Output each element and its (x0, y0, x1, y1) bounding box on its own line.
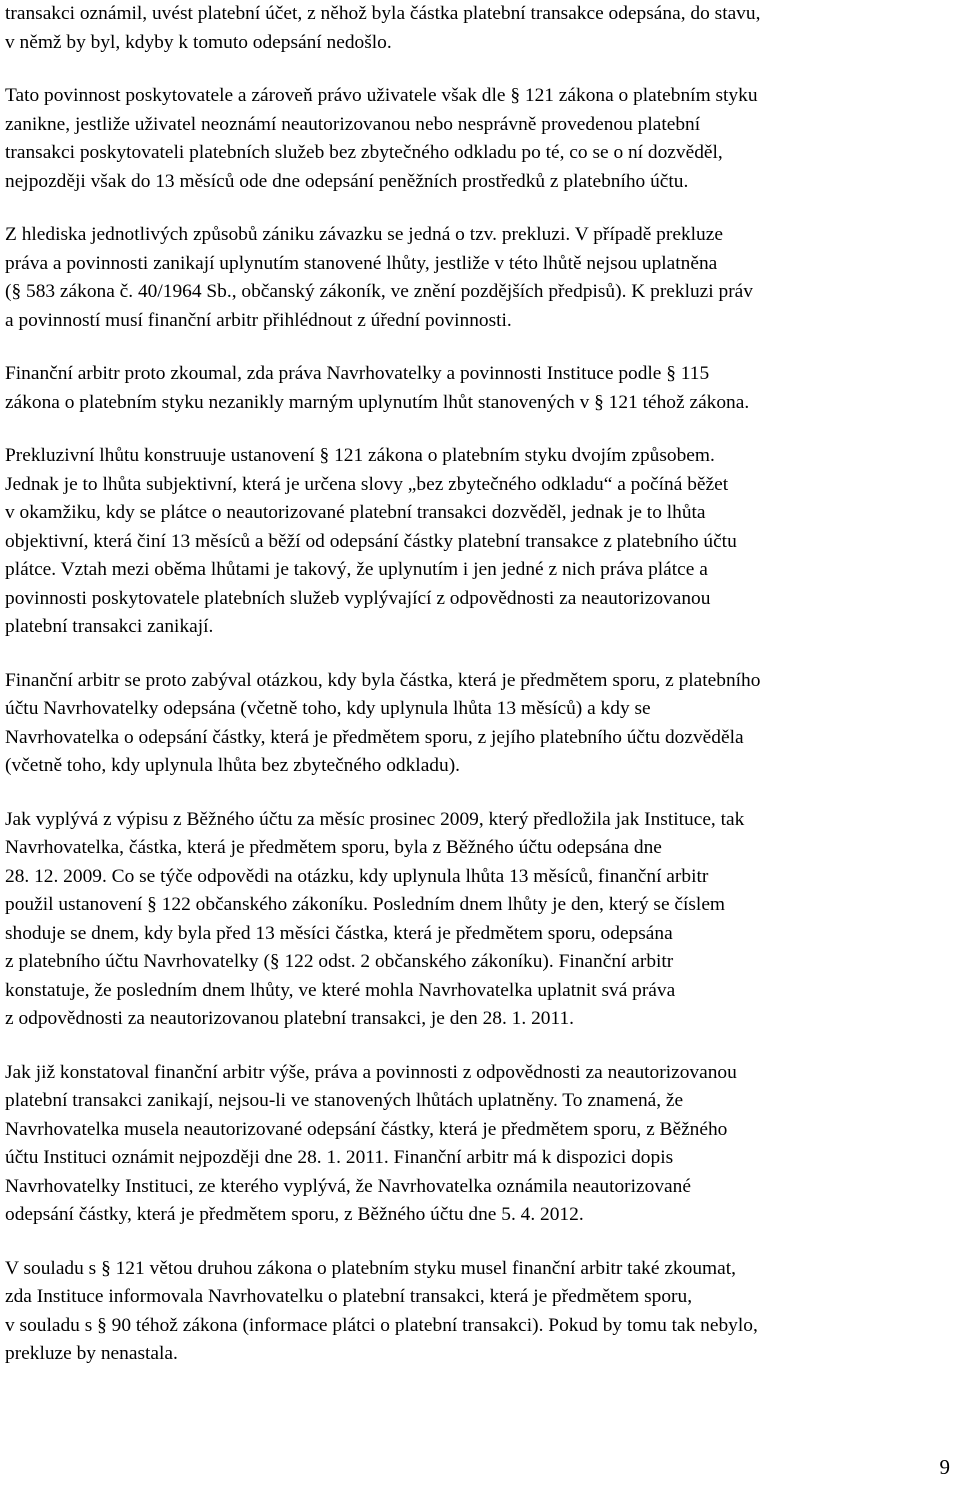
paragraph-9: V souladu s § 121 větou druhou zákona o platebním styku musel finanční arbitr také zkoumat, zda Instituce informovala Navrhovatelku o platební transakci, která je předmětem sporu, v souladu s § 90 téhož zákona (informace plátci o platební transakci). Pokud by tomu tak nebylo, prekluze by nenastala. (5, 1257, 758, 1364)
paragraph-2: Tato povinnost poskytovatele a zároveň právo uživatele však dle § 121 zákona o platebním styku zanikne, jestliže uživatel neoznámí neautorizovanou nebo nesprávně provedenou platební transakci poskytovateli platebních služeb bez zbytečného odkladu po té, co se o ní dozvěděl, nejpozději však do 13 měsíců ode dne odepsání peněžních prostředků z platebního účtu. (5, 85, 758, 192)
paragraph-7: Jak vyplývá z výpisu z Běžného účtu za měsíc prosinec 2009, který předložila jak Instituce, tak Navrhovatelka, částka, která je předmětem sporu, byla z Běžného účtu odepsána dne 28. 12. 2009. Co se týče odpovědi na otázku, kdy uplynula lhůta 13 měsíců, finanční arbitr použil ustanovení § 122 občanského zákoníku. Posledním dnem lhůty je den, který se číslem shoduje se dnem, kdy byla před 13 měsíci částka, která je předmětem sporu, odepsána z platebního účtu Navrhovatelky (§ 122 odst. 2 občanského zákoníku). Finanční arbitr konstatuje, že posledním dnem lhůty, ve které mohla Navrhovatelka uplatnit svá práva z odpovědnosti za neautorizovanou platební transakci, je den 28. 1. 2011. (5, 808, 745, 1029)
page-number: 9 (939, 1455, 950, 1479)
paragraph-6: Finanční arbitr se proto zabýval otázkou, kdy byla částka, která je předmětem sporu, z platebního účtu Navrhovatelky odepsána (včetně toho, kdy uplynula lhůta 13 měsíců) a kdy se Navrhovatelka o odepsání částky, která je předmětem sporu, z jejího platebního účtu dozvěděla (včetně toho, kdy uplynula lhůta bez zbytečného odkladu). (5, 669, 761, 776)
paragraph-5: Prekluzivní lhůtu konstruuje ustanovení § 121 zákona o platebním styku dvojím způsobem. Jednak je to lhůta subjektivní, která je určena slovy „bez zbytečného odkladu“ a počíná běžet v okamžiku, kdy se plátce o neautorizované platební transakci dozvěděl, jednak je to lhůta objektivní, která činí 13 měsíců a běží od odepsání částky platební transakce z platebního účtu plátce. Vztah mezi oběma lhůtami je takový, že uplynutím i jen jedné z nich práva plátce a povinnosti poskytovatele platebních služeb vyplývající z odpovědnosti za neautorizovanou platební transakci zanikají. (5, 445, 737, 637)
document-page (5, 0, 956, 1369)
paragraph-8: Jak již konstatoval finanční arbitr výše, práva a povinnosti z odpovědnosti za neautorizovanou platební transakci zanikají, nejsou-li ve stanovených lhůtách uplatněny. To znamená, že Navrhovatelka musela neautorizované odepsání částky, která je předmětem sporu, z Běžného účtu Instituci oznámit nejpozději dne 28. 1. 2011. Finanční arbitr má k dispozici dopis Navrhovatelky Instituci, ze kterého vyplývá, že Navrhovatelka oznámila neautorizované odepsání částky, která je předmětem sporu, z Běžného účtu dne 5. 4. 2012. (5, 1061, 737, 1225)
paragraph-1: transakci oznámil, uvést platební účet, z něhož byla částka platební transakce odepsána, do stavu, v němž by byl, kdyby k tomuto odepsání nedošlo. (5, 3, 761, 53)
paragraph-4: Finanční arbitr proto zkoumal, zda práva Navrhovatelky a povinnosti Instituce podle § 115 zákona o platebním styku nezanikly marným uplynutím lhůt stanovených v § 121 téhož zákona. (5, 363, 750, 413)
paragraph-3: Z hlediska jednotlivých způsobů zániku závazku se jedná o tzv. prekluzi. V případě prekluze práva a povinnosti zanikají uplynutím stanovené lhůty, jestliže v této lhůtě nejsou uplatněna (§ 583 zákona č. 40/1964 Sb., občanský zákoník, ve znění pozdějších předpisů). K prekluzi práv a povinností musí finanční arbitr přihlédnout z úřední povinnosti. (5, 224, 753, 331)
